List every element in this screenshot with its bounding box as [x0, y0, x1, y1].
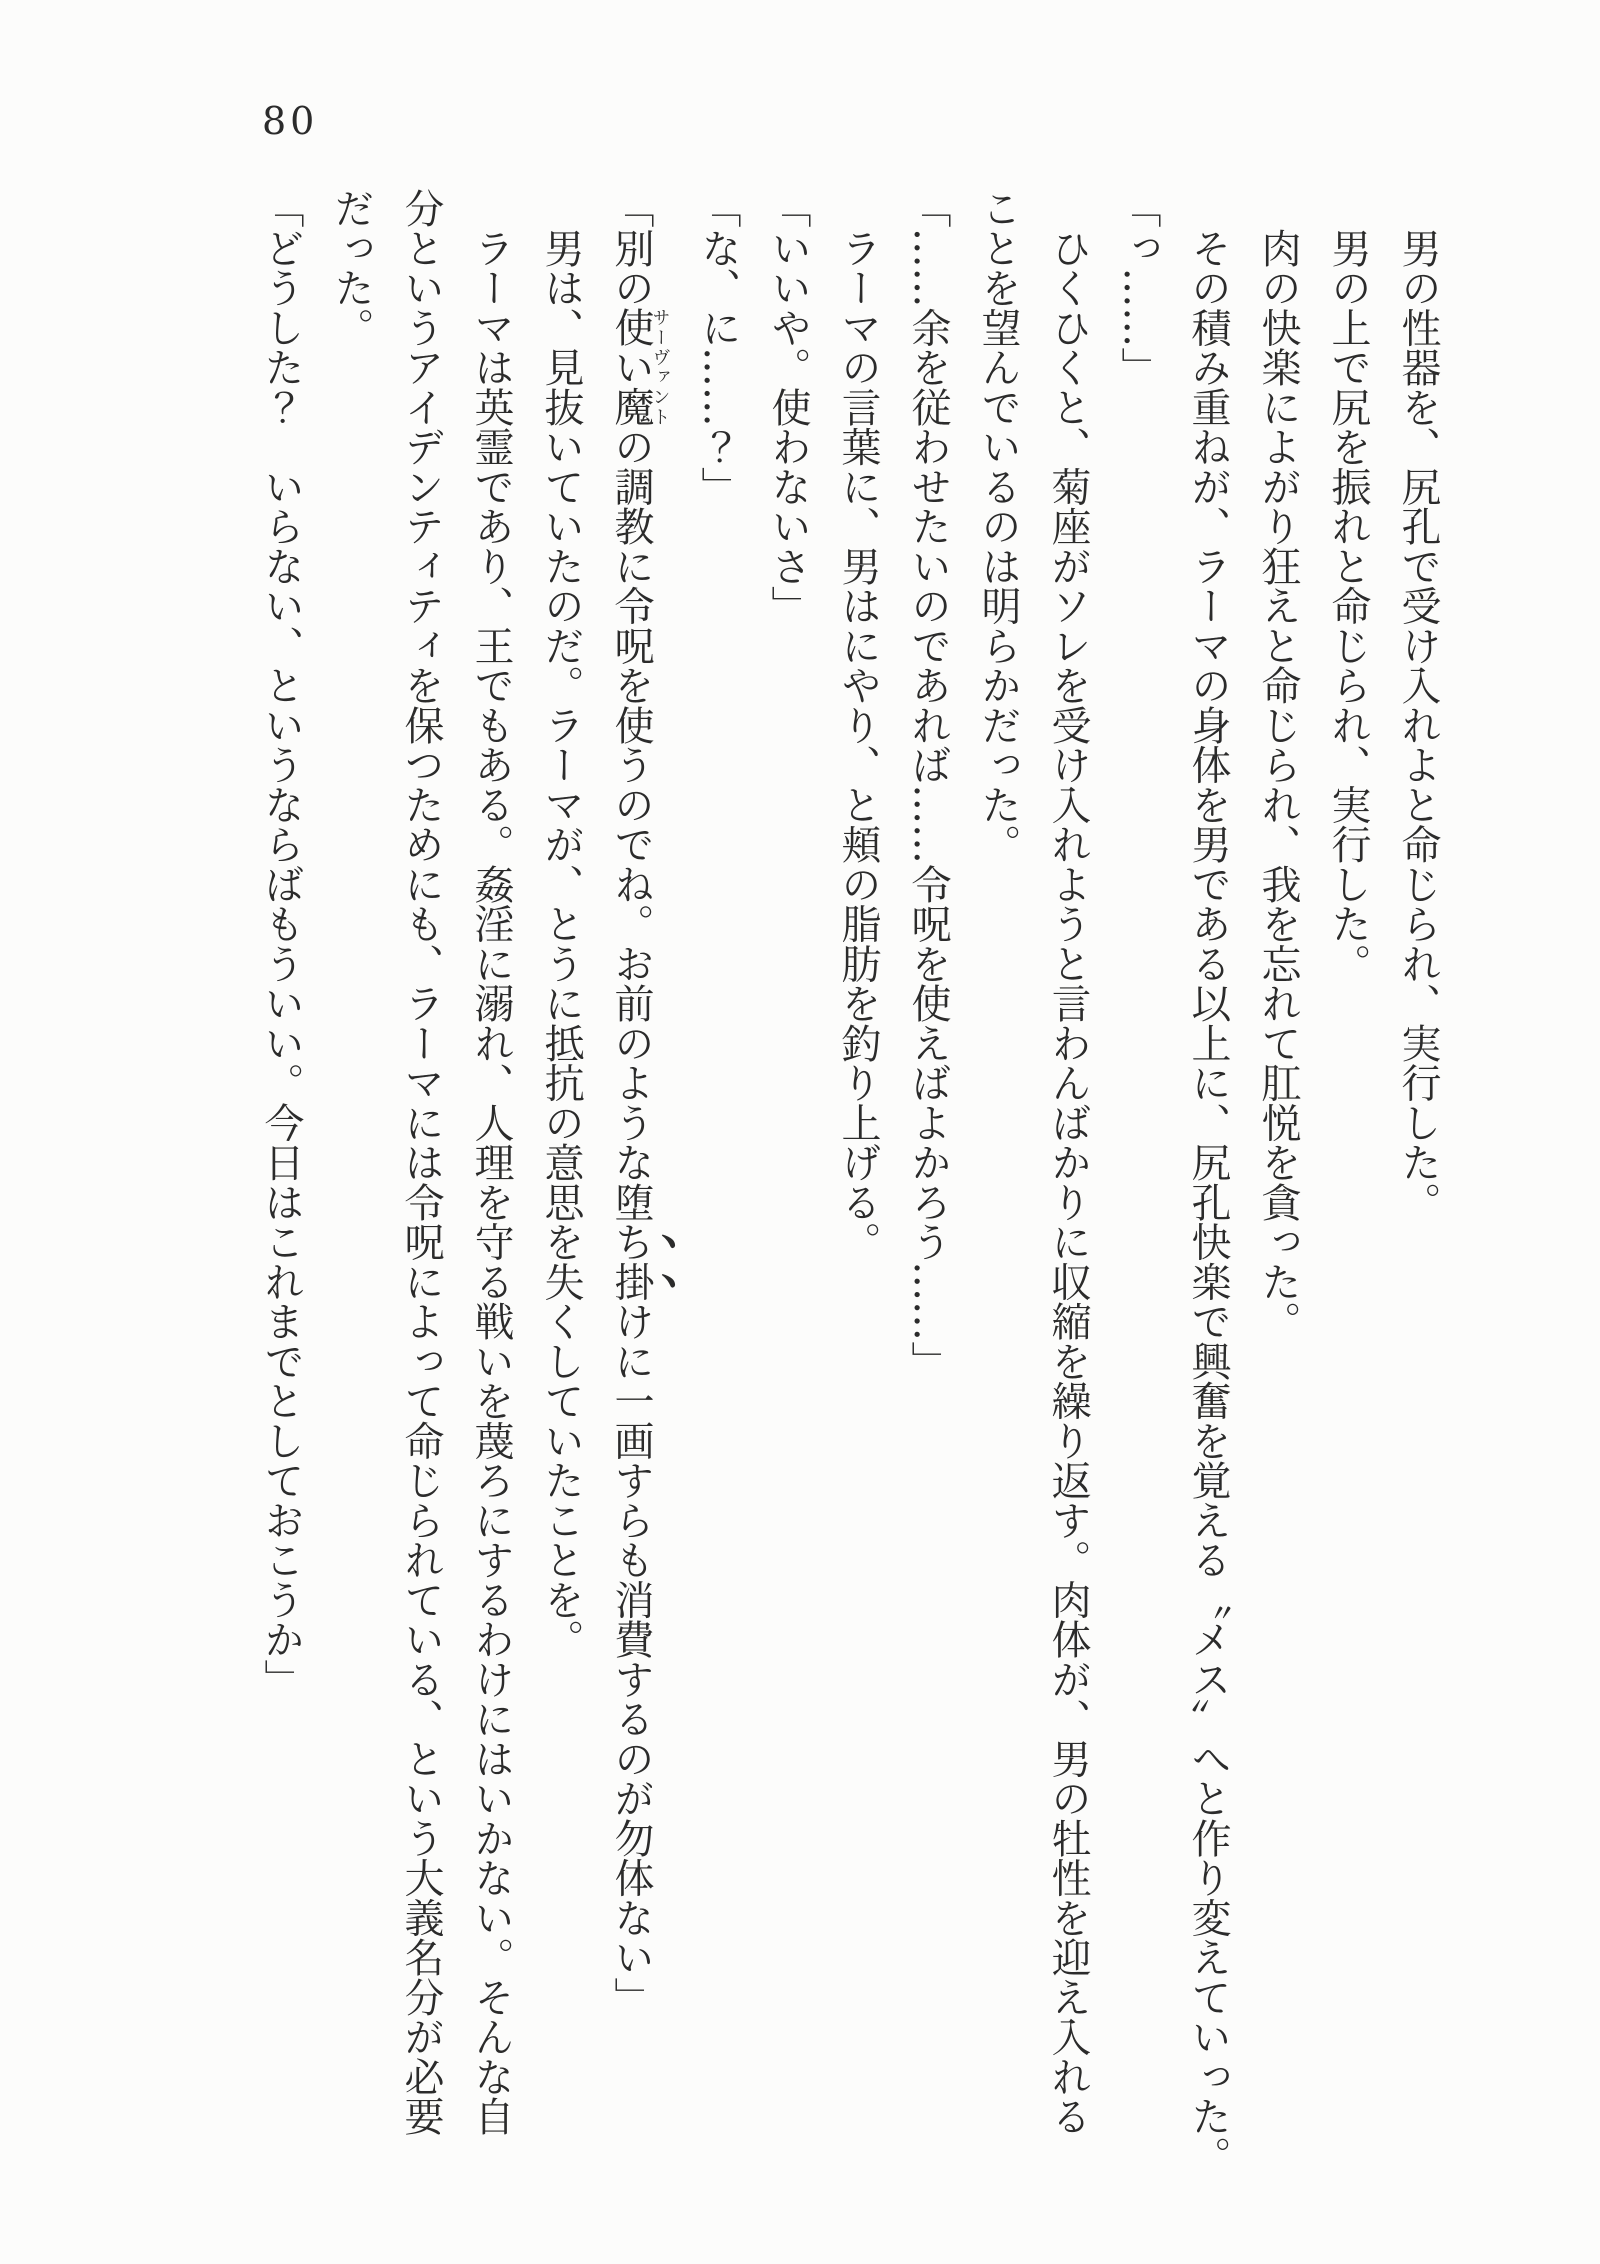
ruby-base: 使い魔 [608, 307, 654, 427]
text-line: 男は、見抜いていたのだ。ラーマが、とうに抵抗の意思を失くしていたことを。 [538, 188, 584, 1659]
text-segment: の調教に令呪を使うのでね。お前のような堕 [608, 426, 654, 1222]
text-line: 男の性器を、尻孔で受け入れよと命じられ、実行した。 [1395, 188, 1441, 1222]
text-line: その積み重ねが、ラーマの身体を男である以上に、尻孔快楽で興奮を覚える〝メス〟へと作り変えていった。 [1185, 188, 1231, 2176]
text-block [246, 188, 1453, 2176]
text-line: ことを望んでいるのは明らかだった。 [975, 188, 1021, 864]
text-line: 分というアイデンティティを保つためにも、ラーマには令呪によって命じられている、という大義名分が必要 [398, 188, 444, 2136]
text-line: 「……余を従わせたいのであれば……令呪を使えばよかろう……」 [905, 188, 951, 1381]
text-line: 「っ……」 [1115, 188, 1161, 387]
text-segment: けに一画すらも消費するのが勿体ない」 [608, 1301, 654, 2017]
text-line: 「どうした？ いらない、というならばもういい。今日はこれまでとしておこうか」 [258, 188, 304, 1699]
ruby-annotation [608, 307, 671, 427]
text-line: 「いいや。使わないさ」 [765, 188, 811, 626]
furigana: サーヴァント [649, 307, 671, 427]
text-segment: 「別の [608, 188, 654, 308]
text-line [596, 188, 683, 2140]
page-number: 80 [262, 99, 319, 143]
text-line: ひくひくと、菊座がソレを受け入れようと言わんばかりに収縮を繰り返す。肉体が、男の牡性を迎え入れる [1045, 188, 1091, 2136]
text-line: 肉の快楽によがり狂えと命じられ、我を忘れて肛悦を貪った。 [1255, 188, 1301, 1341]
text-line: だった。 [328, 188, 374, 347]
text-line: ラーマの言葉に、男はにやり、と頬の脂肪を釣り上げる。 [835, 188, 881, 1262]
text-line: 男の上で尻を振れと命じられ、実行した。 [1325, 188, 1371, 983]
text-line: 「な、に……？」 [695, 188, 741, 506]
text-line: ラーマは英霊であり、王でもある。姦淫に溺れ、人理を守る戦いを蔑ろにするわけにはいかない。そんな自 [468, 188, 514, 2136]
emphasis-dots-text: ち掛 [608, 1221, 654, 1301]
